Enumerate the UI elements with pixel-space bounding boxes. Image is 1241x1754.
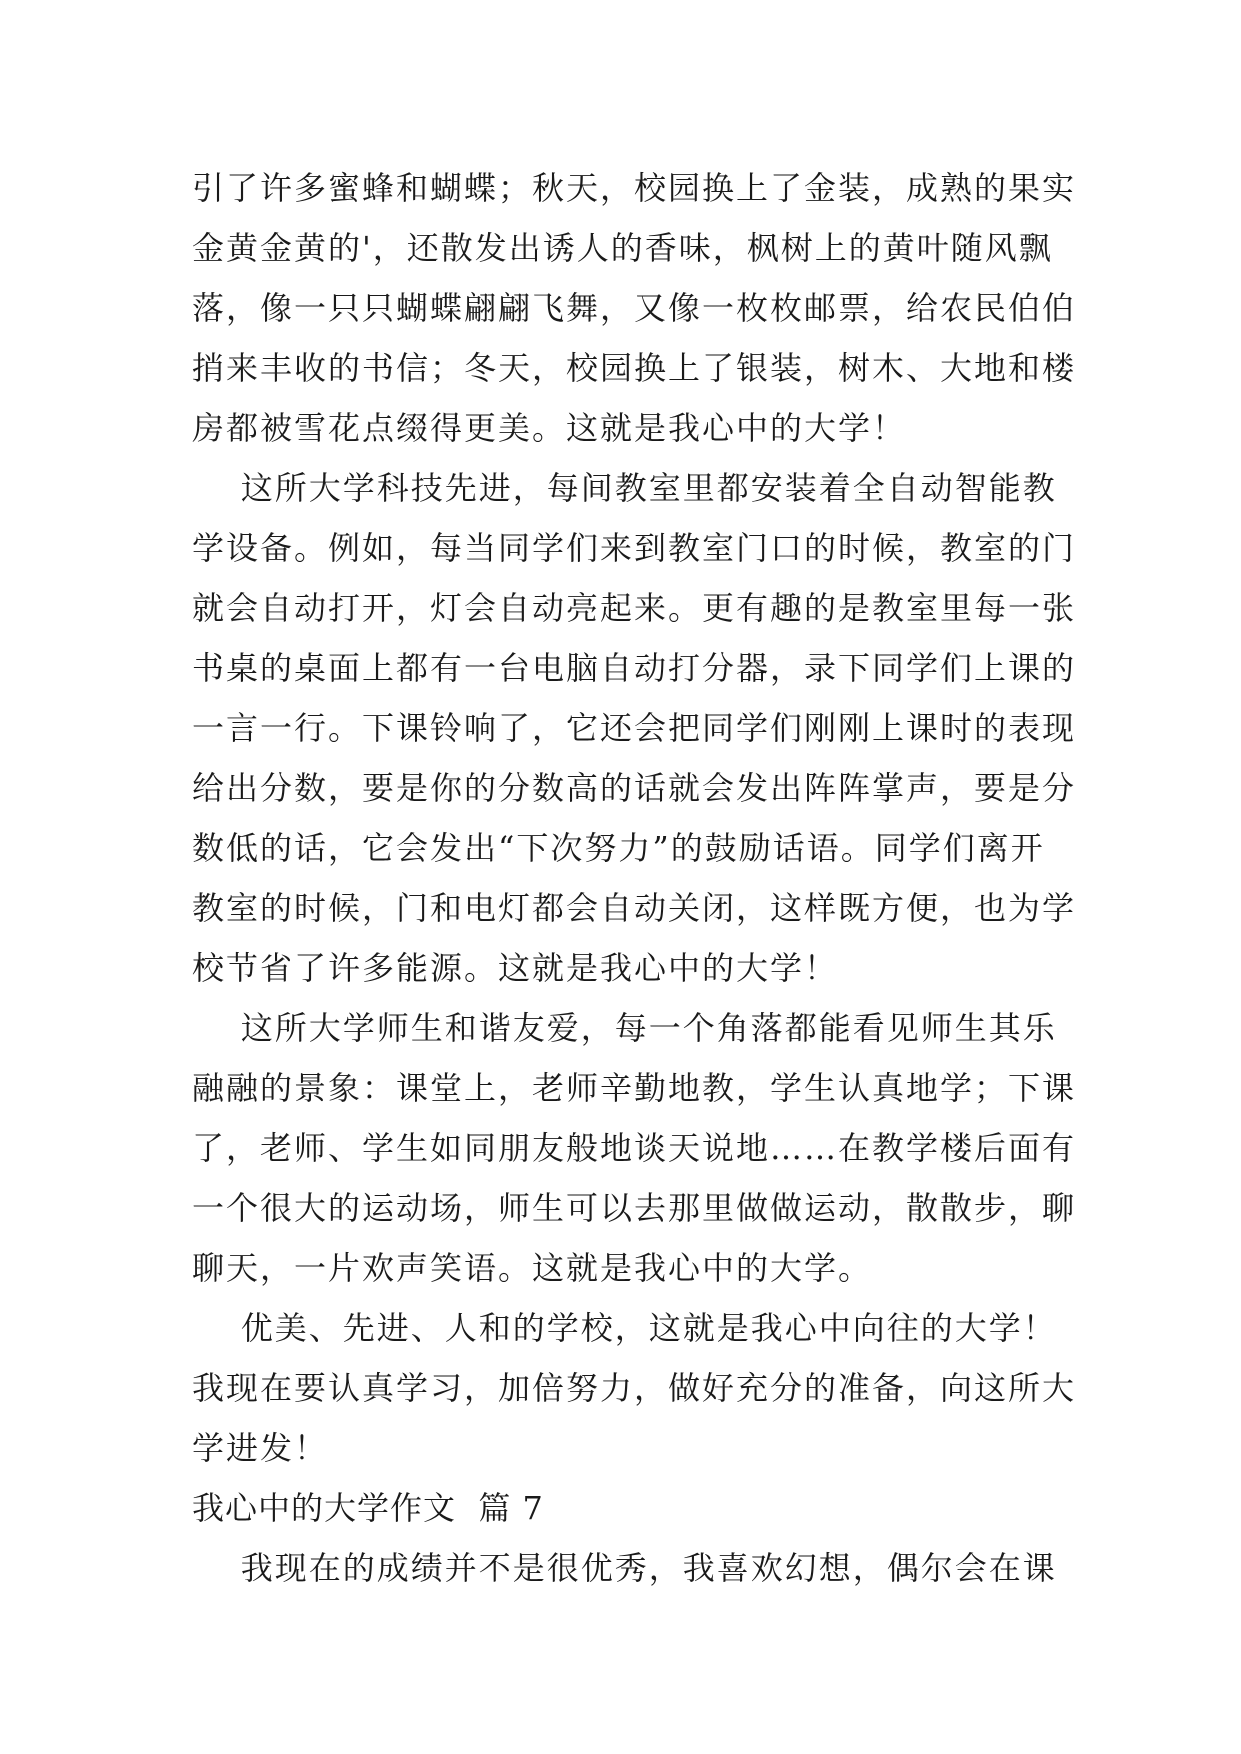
text-line: 房都被雪花点缀得更美。这就是我心中的大学！ [192, 409, 907, 447]
text-line: 就会自动打开，灯会自动亮起来。更有趣的是教室里每一张 [192, 589, 1077, 627]
text-line: 聊天，一片欢声笑语。这就是我心中的大学。 [192, 1249, 873, 1287]
text-line: 了，老师、学生如同朋友般地谈天说地……在教学楼后面有 [192, 1129, 1077, 1167]
text-line: 学设备。例如，每当同学们来到教室门口的时候，教室的门 [192, 529, 1077, 567]
text-line: 优美、先进、人和的学校，这就是我心中向往的大学！ [192, 1309, 1057, 1347]
text-line: 学进发！ [192, 1429, 329, 1467]
text-line: 一言一行。下课铃响了，它还会把同学们刚刚上课时的表现 [192, 709, 1077, 747]
text-line: 金黄金黄的'，还散发出诱人的香味，枫树上的黄叶随风飘 [192, 229, 1053, 267]
text-line: 落，像一只只蝴蝶翩翩飞舞，又像一枚枚邮票，给农民伯伯 [192, 289, 1077, 327]
text-line: 捎来丰收的书信；冬天，校园换上了银装，树木、大地和楼 [192, 349, 1077, 387]
text-line: 校节省了许多能源。这就是我心中的大学！ [192, 949, 839, 987]
text-line: 数低的话，它会发出“下次努力”的鼓励话语。同学们离开 [192, 829, 1045, 867]
text-line: 这所大学科技先进，每间教室里都安装着全自动智能教 [192, 469, 1057, 507]
text-line: 这所大学师生和谐友爱，每一个角落都能看见师生其乐 [192, 1009, 1057, 1047]
text-line: 一个很大的运动场，师生可以去那里做做运动，散散步，聊 [192, 1189, 1077, 1227]
text-line: 我现在要认真学习，加倍努力，做好充分的准备，向这所大 [192, 1369, 1077, 1407]
document-body [192, 158, 1077, 1598]
text-line: 给出分数，要是你的分数高的话就会发出阵阵掌声，要是分 [192, 769, 1077, 807]
text-line: 我现在的成绩并不是很优秀，我喜欢幻想，偶尔会在课 [192, 1549, 1057, 1587]
text-line: 融融的景象：课堂上，老师辛勤地教，学生认真地学；下课 [192, 1069, 1077, 1107]
section-heading: 我心中的大学作文 篇 7 [192, 1489, 544, 1527]
text-line: 书桌的桌面上都有一台电脑自动打分器，录下同学们上课的 [192, 649, 1077, 687]
text-line: 教室的时候，门和电灯都会自动关闭，这样既方便，也为学 [192, 889, 1077, 927]
text-line: 引了许多蜜蜂和蝴蝶；秋天，校园换上了金装，成熟的果实 [192, 169, 1077, 207]
